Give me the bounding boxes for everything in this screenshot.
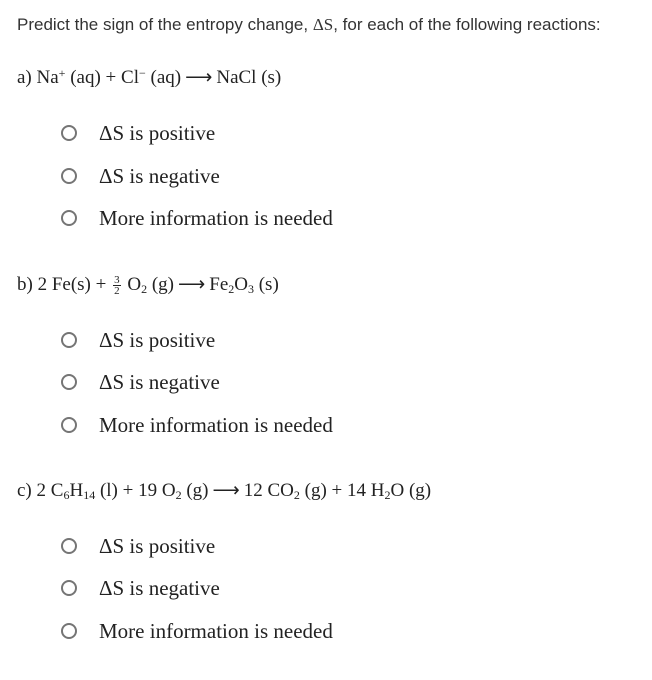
subscript: 6 [63, 488, 70, 502]
option-a-more-info[interactable] [61, 205, 333, 231]
option-label: ΔS is positive [99, 533, 216, 558]
charge: + [58, 66, 66, 80]
option-label: More information is needed [99, 205, 333, 230]
plus-sign: + [105, 67, 117, 88]
fraction-numerator: 3 [114, 274, 120, 287]
option-label: ΔS is negative [99, 163, 220, 188]
state: (g) [186, 480, 209, 501]
reaction-b-equation [17, 273, 279, 297]
subscript: 2 [228, 282, 235, 296]
reaction-arrow: ⟶ [185, 67, 213, 88]
plus-sign: + [95, 274, 107, 295]
state: (aq) [150, 67, 182, 88]
coefficient: 14 [347, 480, 367, 501]
option-label: More information is needed [99, 618, 333, 643]
radio-button[interactable] [61, 580, 77, 596]
prompt-text: Predict the sign of the entropy change, [17, 15, 313, 34]
reaction-arrow: ⟶ [212, 480, 240, 501]
species: Na [36, 67, 59, 88]
option-label: ΔS is negative [99, 369, 220, 394]
subscript: 2 [384, 488, 391, 502]
coefficient: 2 [36, 480, 47, 501]
species: O [161, 480, 176, 501]
state: (aq) [70, 67, 101, 88]
subscript: 2 [293, 488, 300, 502]
radio-button[interactable] [61, 374, 77, 390]
species: C [50, 480, 64, 501]
fraction [113, 275, 121, 296]
state: (g) [408, 480, 432, 501]
option-label: More information is needed [99, 412, 333, 437]
plus-sign: + [331, 480, 343, 501]
state: (s) [261, 67, 282, 88]
species: O [127, 274, 142, 295]
species: O [390, 480, 405, 501]
species: Fe [209, 274, 229, 295]
fraction-denominator: 2 [114, 285, 120, 298]
subscript: 2 [141, 282, 148, 296]
species: Cl [121, 67, 139, 88]
option-b-negative[interactable] [61, 369, 220, 395]
reaction-a-label: a) [17, 67, 32, 88]
state: (s) [258, 274, 279, 295]
radio-button[interactable] [61, 125, 77, 141]
reaction-b-label: b) [17, 274, 33, 295]
option-a-positive[interactable] [61, 120, 215, 146]
charge: − [138, 66, 146, 80]
reaction-c-label: c) [17, 480, 32, 501]
option-a-negative[interactable] [61, 163, 220, 189]
delta-s-symbol: ΔS [312, 15, 334, 34]
plus-sign: + [122, 480, 134, 501]
reaction-a-equation [17, 66, 281, 90]
subscript: 14 [83, 488, 96, 502]
radio-button[interactable] [61, 210, 77, 226]
species: H [69, 480, 84, 501]
species: CO [267, 480, 294, 501]
reaction-arrow: ⟶ [178, 274, 206, 295]
option-label: ΔS is positive [99, 327, 216, 352]
state: (s) [70, 274, 91, 295]
subscript: 3 [247, 282, 254, 296]
option-label: ΔS is positive [99, 120, 216, 145]
species: H [370, 480, 385, 501]
option-c-negative[interactable] [61, 575, 220, 601]
species: Fe [51, 274, 71, 295]
state: (g) [304, 480, 327, 501]
radio-button[interactable] [61, 168, 77, 184]
option-b-positive[interactable] [61, 327, 215, 353]
species: NaCl [216, 67, 257, 88]
option-label: ΔS is negative [99, 575, 220, 600]
radio-button[interactable] [61, 332, 77, 348]
coefficient: 19 [138, 480, 158, 501]
state: (l) [99, 480, 118, 501]
radio-button[interactable] [61, 538, 77, 554]
coefficient: 12 [243, 480, 263, 501]
coefficient: 2 [37, 274, 48, 295]
option-c-more-info[interactable] [61, 618, 333, 644]
option-b-more-info[interactable] [61, 412, 333, 438]
reaction-c-equation [17, 479, 431, 503]
species: O [234, 274, 248, 295]
state: (g) [151, 274, 174, 295]
subscript: 2 [175, 488, 182, 502]
radio-button[interactable] [61, 417, 77, 433]
question-prompt [17, 15, 601, 35]
prompt-suffix: , for each of the following reactions: [333, 15, 601, 34]
radio-button[interactable] [61, 623, 77, 639]
option-c-positive[interactable] [61, 533, 215, 559]
